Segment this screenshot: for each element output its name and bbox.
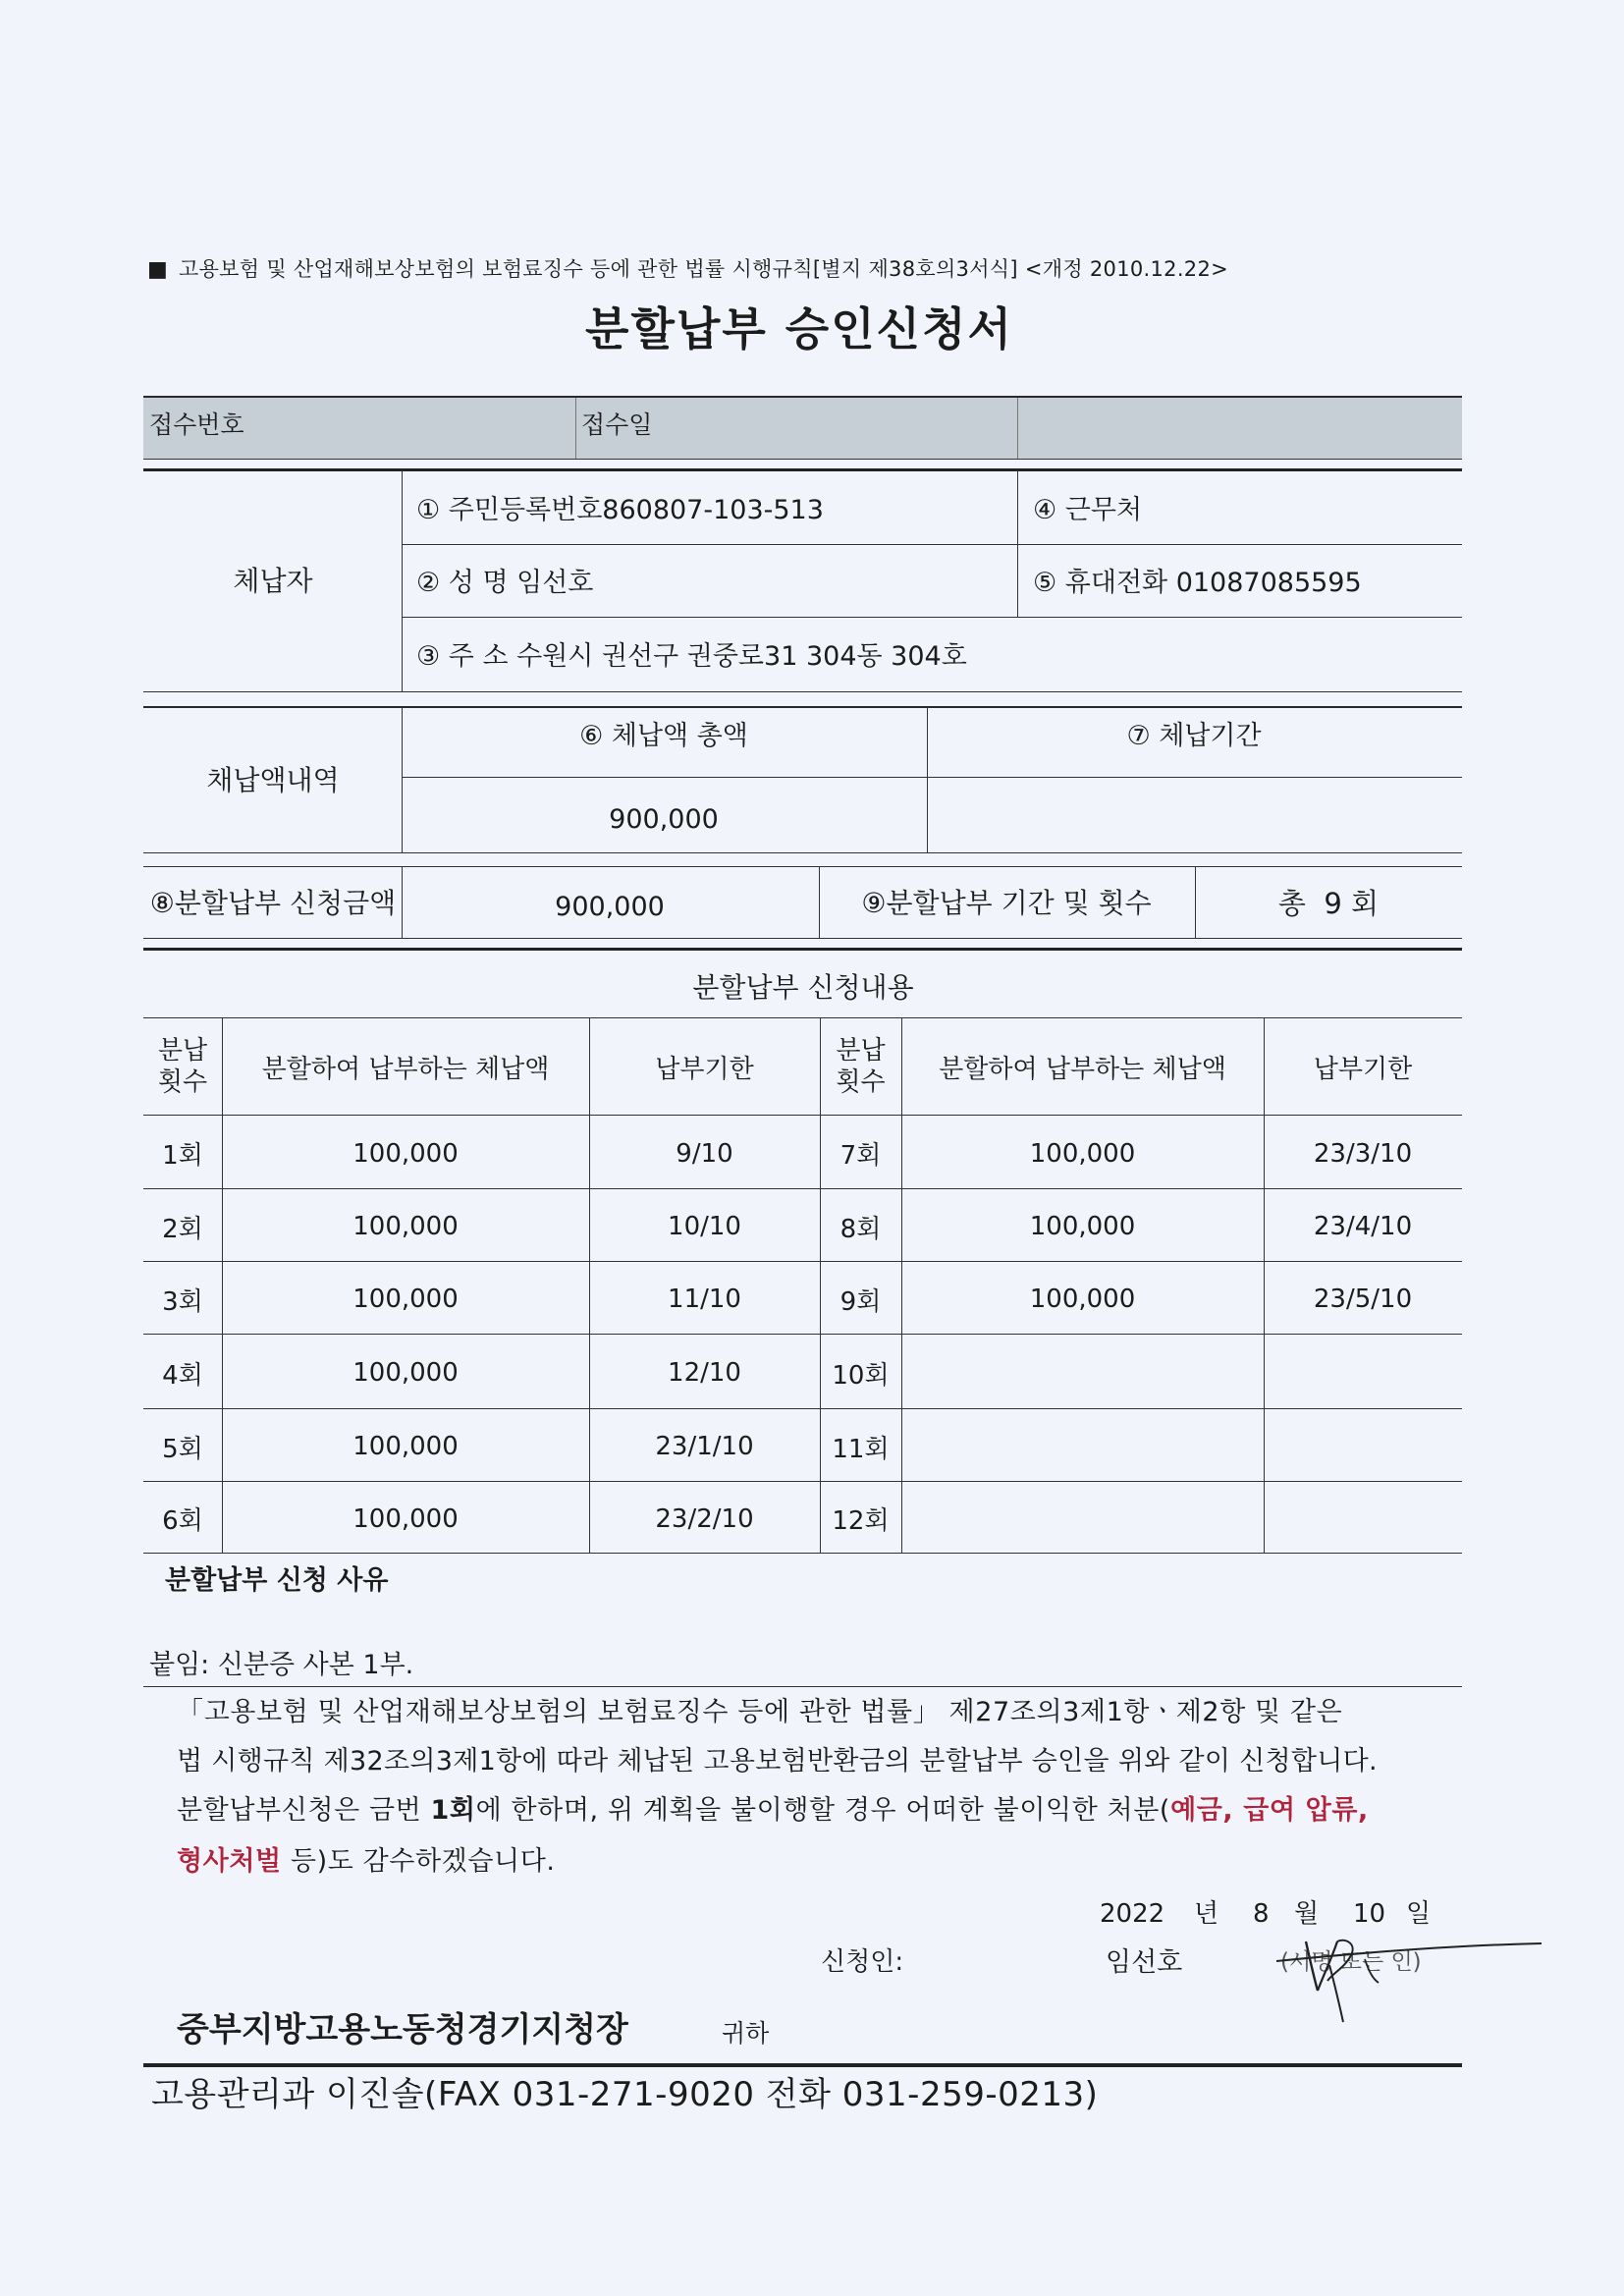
header-count-left (143, 1018, 222, 1115)
bullet-icon: ■ (147, 257, 168, 282)
left-due-cell: 9/10 (676, 1138, 733, 1169)
right-amount-cell: 100,000 (1029, 1212, 1136, 1241)
date-day: 10 (1353, 1899, 1386, 1929)
right-amount-cell: 100,000 (1029, 1285, 1136, 1314)
right-due-cell (1264, 1483, 1462, 1555)
right-count-cell: 11회 (832, 1434, 890, 1464)
left-amount-cell: 100,000 (352, 1432, 459, 1461)
handwritten-signature (1267, 1920, 1551, 2028)
left-amount-cell: 100,000 (352, 1358, 459, 1388)
left-due-cell: 11/10 (668, 1285, 741, 1314)
date-day-unit: 일 (1406, 1899, 1432, 1929)
signature-hint: (서명 또는 인) (1280, 1949, 1422, 1975)
left-count-cell: 5회 (162, 1434, 203, 1464)
statement-line-1: 「고용보험 및 산업재해보상보험의 보험료징수 등에 관한 법률」 제27조의3제1항ㆍ제2항 및 같은 (177, 1697, 1343, 1727)
arrears-period-label: ⑦ 체납기간 (1126, 721, 1262, 751)
left-count-cell: 2회 (162, 1214, 203, 1244)
right-amount-cell (901, 1410, 1264, 1483)
left-due-cell: 23/1/10 (655, 1432, 754, 1461)
left-amount-cell: 100,000 (352, 1138, 459, 1169)
left-count-cell: 6회 (162, 1506, 203, 1536)
right-count-cell: 9회 (839, 1286, 882, 1317)
date-year-unit: 년 (1194, 1899, 1219, 1929)
debtor-phone: ⑤ 휴대전화 01087085595 (1033, 568, 1362, 598)
left-due-cell: 10/10 (668, 1212, 741, 1241)
header-count-line2: 횟수 (157, 1067, 208, 1097)
header-count-line1: 분납 (836, 1035, 886, 1066)
statement-bold-count: 1회 (430, 1795, 476, 1826)
date-month: 8 (1253, 1899, 1270, 1929)
debtor-workplace: ④ 근무처 (1033, 495, 1143, 525)
right-amount-cell: 100,000 (1029, 1138, 1136, 1169)
request-period-label: ⑨분할납부 기간 및 횟수 (861, 887, 1152, 919)
arrears-total-value: 900,000 (609, 804, 719, 835)
right-due-cell: 23/3/10 (1313, 1138, 1413, 1169)
header-count-line1: 분납 (157, 1035, 208, 1066)
right-due-cell (1264, 1336, 1462, 1410)
receipt-number-label: 접수번호 (149, 410, 244, 439)
right-count-cell: 7회 (839, 1141, 882, 1171)
right-due-cell: 23/5/10 (1313, 1285, 1413, 1314)
header-count-line2: 횟수 (836, 1067, 886, 1097)
left-due-cell: 23/2/10 (655, 1503, 754, 1534)
date-month-unit: 월 (1294, 1899, 1320, 1929)
left-count-cell: 1회 (162, 1141, 203, 1171)
header-due-right: 납부기한 (1313, 1054, 1413, 1084)
document-title: 분할납부 승인신청서 (585, 302, 1013, 355)
request-amount-value: 900,000 (555, 892, 665, 922)
request-period-value: 총 9 회 (1277, 887, 1380, 920)
arrears-section-label: 채납액내역 (206, 764, 340, 796)
right-count-cell: 8회 (839, 1214, 882, 1244)
header-count-right (820, 1018, 901, 1115)
statement-line-2: 법 시행규칙 제32조의3제1항에 따라 체납된 고용보험반환금의 분할납부 승인을 위와 같이 신청합니다. (177, 1746, 1378, 1777)
left-count-cell: 4회 (162, 1360, 203, 1391)
statement-line-3a: 분할납부신청은 금번 (177, 1795, 431, 1826)
addressee-office: 중부지방고용노동청경기지청장 (177, 2010, 628, 2050)
right-due-cell: 23/4/10 (1313, 1212, 1413, 1241)
left-amount-cell: 100,000 (352, 1285, 459, 1314)
debtor-address: ③ 주 소 수원시 권선구 권중로31 304동 304호 (416, 641, 967, 672)
statement-line-4 (177, 1848, 556, 1875)
header-amount-left: 분할하여 납부하는 체납액 (261, 1054, 550, 1084)
left-amount-cell: 100,000 (352, 1503, 459, 1534)
reason-label: 분할납부 신청 사유 (165, 1565, 389, 1596)
statement-line-3 (177, 1797, 1369, 1824)
request-amount-label: ⑧분할납부 신청금액 (149, 887, 397, 919)
left-count-cell: 3회 (162, 1286, 203, 1317)
regulation-reference: 고용보험 및 산업재해보상보험의 보험료징수 등에 관한 법률 시행규칙[별지 제38호의3서식] <개정 2010.12.22> (179, 257, 1229, 281)
right-count-cell: 10회 (832, 1360, 890, 1391)
attachment-note: 붙임: 신분증 사본 1부. (149, 1650, 414, 1680)
right-count-cell: 12회 (832, 1506, 890, 1536)
receipt-date-label: 접수일 (581, 410, 653, 439)
statement-line-4b: 등)도 감수하겠습니다. (281, 1846, 556, 1877)
statement-line-3b: 에 한하며, 위 계획을 불이행할 경우 어떠한 불이익한 처분( (475, 1795, 1171, 1826)
receipt-row (143, 398, 1462, 459)
date-year: 2022 (1100, 1899, 1165, 1929)
header-amount-right: 분할하여 납부하는 체납액 (939, 1054, 1226, 1084)
left-due-cell: 12/10 (668, 1358, 741, 1388)
left-amount-cell: 100,000 (352, 1212, 459, 1241)
debtor-section-label: 체납자 (233, 565, 313, 597)
applicant-name: 임선호 (1106, 1947, 1183, 1978)
debtor-rrn: ① 주민등록번호860807-103-513 (416, 495, 824, 525)
applicant-label: 신청인: (821, 1947, 904, 1977)
schedule-title: 분할납부 신청내용 (692, 971, 914, 1004)
statement-red-text: 예금, 급여 압류, (1170, 1795, 1369, 1826)
right-amount-cell (901, 1483, 1264, 1555)
statement-red-text-2: 형사처벌 (177, 1846, 282, 1877)
header-due-left: 납부기한 (655, 1054, 754, 1084)
right-amount-cell (901, 1336, 1264, 1410)
footer-contact: 고용관리과 이진솔(FAX 031-271-9020 전화 031-259-0213) (151, 2075, 1099, 2114)
arrears-total-label: ⑥ 체납액 총액 (579, 721, 748, 751)
debtor-name: ② 성 명 임선호 (416, 568, 594, 598)
right-due-cell (1264, 1410, 1462, 1483)
addressee-suffix: 귀하 (722, 2019, 770, 2048)
